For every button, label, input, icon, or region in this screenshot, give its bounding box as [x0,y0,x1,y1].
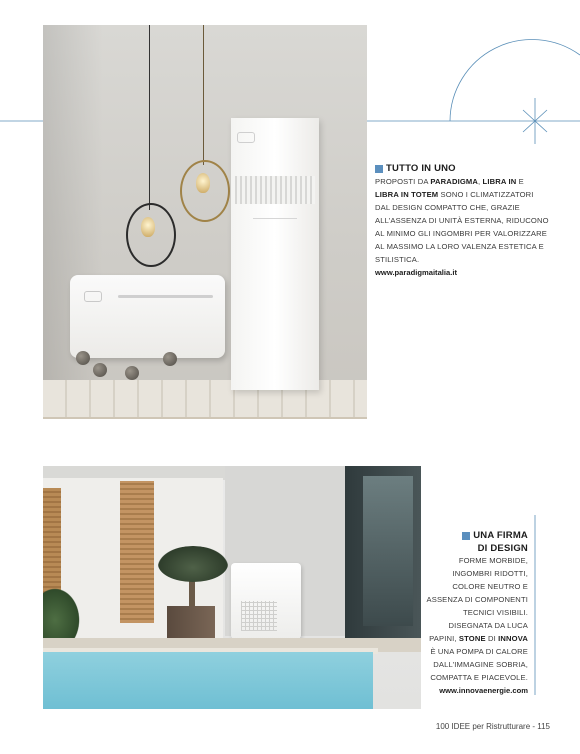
article-body: FORME MORBIDE, INGOMBRI RIDOTTI, COLORE NEUTRO E ASSENZA DI COMPONENTI TECNICI VISIBILI. DISEGNATA DA LUCA PAPINI, STONE DI INNOVA È UNA POMPA DI CALORE DALL’IMMAGINE SOBRIA, COMPATTA E PIACEVOLE. [426,556,528,682]
article-body: PROPOSTI DA PARADIGMA, LIBRA IN E LIBRA IN TOTEM SONO I CLIMATIZZATORI DAL DESIGN COMPATTO CHE, GRAZIE ALL’ASSENZA DI UNITÀ ESTERNA, RIDUCONO AL MINIMO GLI INGOMBRI PER VALORIZZARE AL MASSIMO LA LORO VALENZA ESTETICA E STILISTICA. [375,177,549,264]
square-bullet-icon [375,165,383,173]
article-title: TUTTO IN UNO [386,163,456,174]
article-una-firma-di-design [376,530,528,695]
page-footer: 100 IDEE per Ristrutturare - 115 [435,722,550,731]
article-url-link[interactable]: www.paradigmaitalia.it [375,268,458,277]
article-title-row [376,530,528,541]
article-title-row [375,163,555,174]
wall-unit-libra-in [70,275,225,358]
square-bullet-icon [462,532,470,540]
photo-air-conditioners [43,25,367,419]
article-title-line-1: UNA FIRMA [473,530,528,541]
article-tutto-in-uno [375,163,555,277]
heat-pump-stone [231,563,301,639]
tower-unit-libra-in-totem [231,118,319,390]
article-title-line-2: DI DESIGN [477,543,528,554]
photo-heat-pump [43,466,421,709]
article-url-link[interactable]: www.innovaenergie.com [439,686,528,695]
